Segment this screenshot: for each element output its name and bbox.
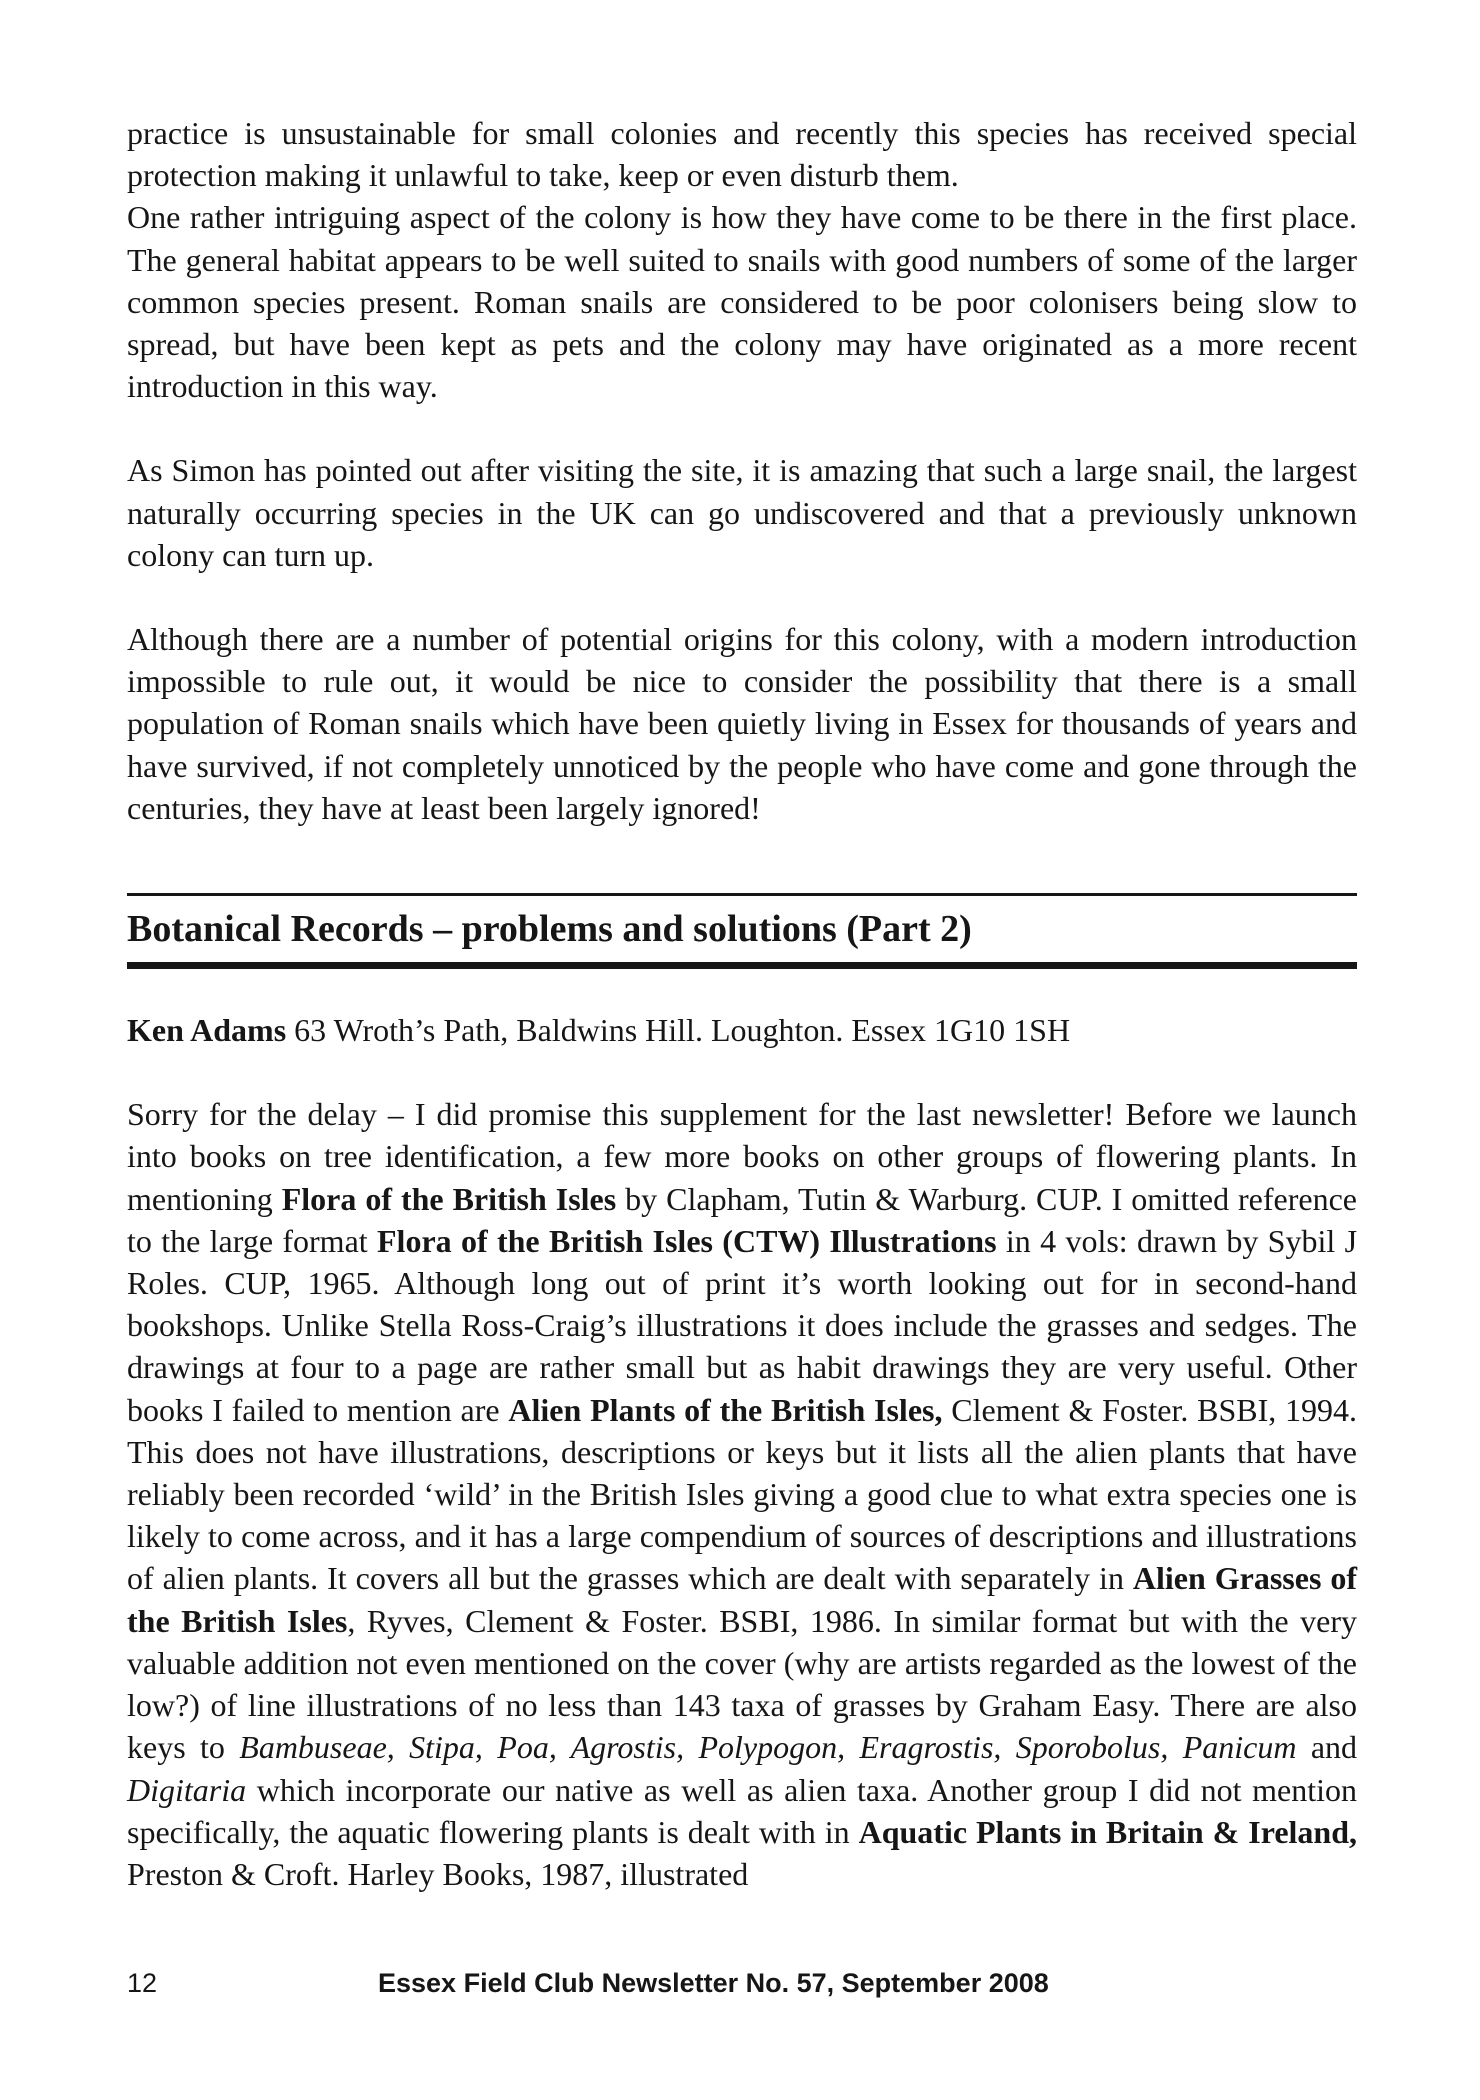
- article-heading: Botanical Records – problems and solutions (Part 2): [127, 908, 972, 951]
- genus-digitaria: Digitaria: [127, 1771, 247, 1808]
- body-text-6: and: [1296, 1729, 1358, 1766]
- body-text-2: by Clapham, Tutin & Warburg. CUP. I omitted reference to the large format: [127, 1180, 1358, 1259]
- body-text-8: Preston & Croft. Harley Books, 1987, illustrated: [127, 1855, 749, 1892]
- page-content: [127, 112, 1357, 1895]
- book-title-2: Flora of the British Isles (CTW) Illustrations: [377, 1222, 997, 1259]
- body-text-4: Clement & Foster. BSBI, 1994. This does not have illustrations, descriptions or keys but it lists all the alien plants that have reliably been recorded ‘wild’ in the British Isles giving a good clue to what extra species one is likely to come across, and it has a large compendium of sources of descriptions and illustrations of alien plants. It covers all but the grasses which are dealt with separately in: [127, 1391, 1358, 1597]
- paragraph-top-2: One rather intriguing aspect of the colony is how they have come to be there in the first place. The general habitat appears to be well suited to snails with good numbers of some of the larger common species present. Roman snails are considered to be poor colonisers being slow to spread, but have been kept as pets and the colony may have originated as a more recent introduction in this way.: [127, 199, 1357, 405]
- body-text-1: Sorry for the delay – I did promise this supplement for the last newsletter! Before we launch into books on tree identification, a few more books on other groups of flowering plants. In mentioning: [127, 1096, 1357, 1217]
- paragraph-top-3: As Simon has pointed out after visiting the site, it is amazing that such a large snail, the largest naturally occurring species in the UK can go undiscovered and that a previously unknown colony can turn up.: [127, 452, 1357, 573]
- paragraph-top-1: practice is unsustainable for small colonies and recently this species has received special protection making it unlawful to take, keep or even disturb them.: [127, 115, 1357, 194]
- page-number: 12: [127, 1968, 158, 1998]
- footer-title: Essex Field Club Newsletter No. 57, September 2008: [378, 1968, 1049, 1998]
- author-name: Ken Adams: [127, 1012, 287, 1049]
- article-heading-rule: [127, 893, 1357, 969]
- author-line: [127, 1009, 1357, 1051]
- body-text-3: in 4 vols: drawn by Sybil J Roles. CUP, 1965. Although long out of print it’s worth looking out for in second-hand bookshops. Unlike Stella Ross-Craig’s illustrations it does include the grasses and sedges. The drawings at four to a page are rather small but as habit drawings they are very useful. Other books I failed to mention are: [127, 1222, 1358, 1428]
- book-title-1: Flora of the British Isles: [281, 1180, 617, 1217]
- genus-list: Bambuseae, Stipa, Poa, Agrostis, Polypogon, Eragrostis, Sporobolus, Panicum: [239, 1729, 1297, 1766]
- book-title-4: Alien Grasses of the British Isles: [127, 1560, 1358, 1639]
- body-text-7: which incorporate our native as well as alien taxa. Another group I did not mention specifically, the aquatic flowering plants is dealt with in: [127, 1771, 1357, 1850]
- book-title-3: Alien Plants of the British Isles,: [508, 1391, 943, 1428]
- article-body: [127, 1093, 1357, 1895]
- body-text-5: , Ryves, Clement & Foster. BSBI, 1986. In similar format but with the very valuable addition not even mentioned on the cover (why are artists regarded as the lowest of the low?) of line illustrations of no less than 143 taxa of grasses by Graham Easy. There are also keys to: [127, 1602, 1358, 1766]
- paragraph-top-4: Although there are a number of potential origins for this colony, with a modern introduction impossible to rule out, it would be nice to consider the possibility that there is a small population of Roman snails which have been quietly living in Essex for thousands of years and have survived, if not completely unnoticed by the people who have come and gone through the centuries, they have at least been largely ignored!: [127, 621, 1357, 826]
- book-title-5: Aquatic Plants in Britain & Ireland,: [858, 1813, 1358, 1850]
- author-address: 63 Wroth’s Path, Baldwins Hill. Loughton. Essex 1G10 1SH: [294, 1012, 1071, 1049]
